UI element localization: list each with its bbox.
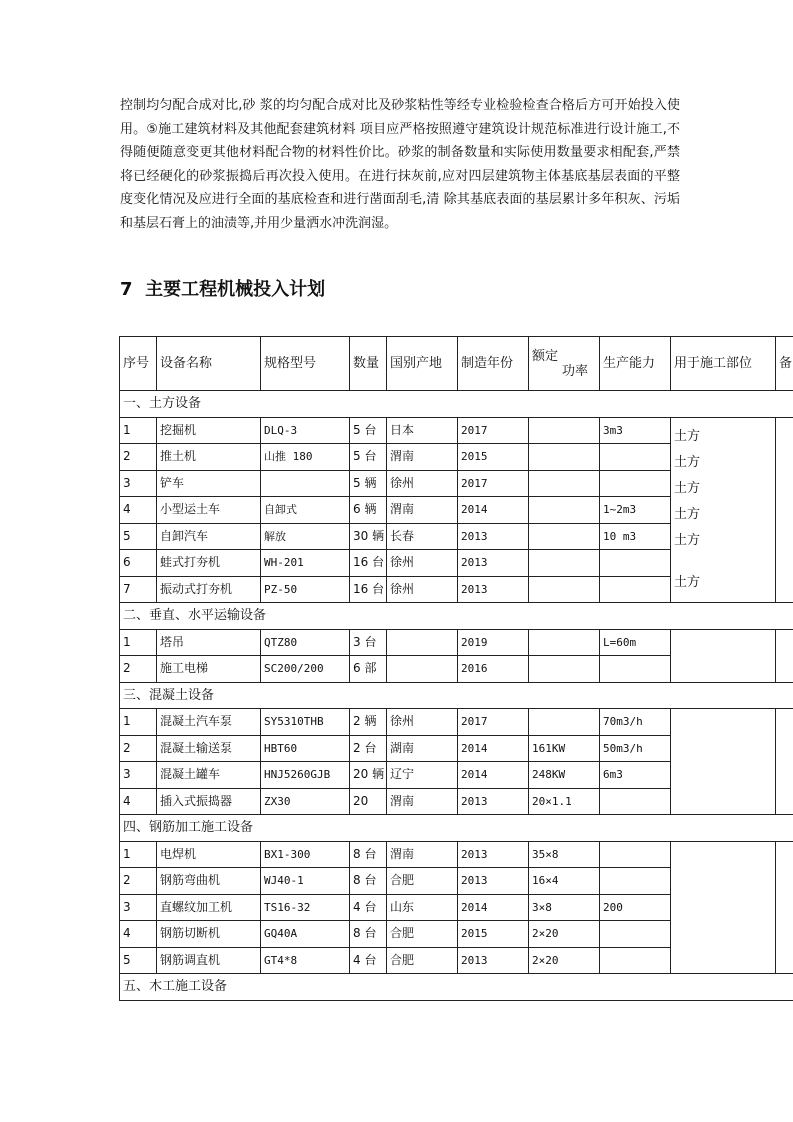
cell-qty: 8 台	[350, 921, 387, 948]
cell-origin	[387, 629, 458, 656]
cell-capacity: 1~2m3	[600, 497, 671, 524]
cell-name: 混凝土罐车	[157, 762, 261, 789]
cell-qty: 5 辆	[350, 470, 387, 497]
cell-no: 2	[120, 735, 157, 762]
group-title: 一、土方设备	[120, 391, 793, 418]
cell-power	[529, 417, 600, 444]
cell-origin: 渭南	[387, 841, 458, 868]
cell-model: BX1-300	[261, 841, 350, 868]
usage-label: 土方	[674, 428, 701, 444]
cell-power: 35×8	[529, 841, 600, 868]
header-cell-qty: 数量	[350, 337, 387, 391]
cell-no: 3	[120, 762, 157, 789]
cell-no: 5	[120, 947, 157, 974]
cell-name: 铲车	[157, 470, 261, 497]
cell-name: 钢筋切断机	[157, 921, 261, 948]
cell-capacity	[600, 550, 671, 577]
cell-year: 2013	[458, 788, 529, 815]
table-row	[120, 629, 793, 656]
cell-qty: 4 台	[350, 947, 387, 974]
cell-name: 钢筋弯曲机	[157, 868, 261, 895]
usage-cell	[671, 629, 776, 682]
cell-capacity	[600, 841, 671, 868]
cell-origin: 渭南	[387, 788, 458, 815]
group-row	[120, 391, 793, 418]
group-title: 五、木工施工设备	[120, 974, 793, 1001]
cell-no: 1	[120, 629, 157, 656]
cell-origin: 徐州	[387, 709, 458, 736]
header-cell-power	[529, 337, 600, 391]
cell-name: 混凝土输送泵	[157, 735, 261, 762]
cell-power	[529, 550, 600, 577]
cell-capacity	[600, 576, 671, 603]
header-cell-usage: 用于施工部位	[671, 337, 776, 391]
cell-no: 1	[120, 709, 157, 736]
cell-power: 2×20	[529, 947, 600, 974]
cell-power	[529, 629, 600, 656]
table-header-row	[120, 337, 793, 391]
header-power-line2: 功率	[561, 363, 588, 379]
header-cell-model: 规格型号	[261, 337, 350, 391]
cell-power	[529, 576, 600, 603]
header-cell-origin: 国别产地	[387, 337, 458, 391]
cell-origin: 山东	[387, 894, 458, 921]
cell-model: GQ40A	[261, 921, 350, 948]
cell-no: 7	[120, 576, 157, 603]
cell-qty: 6 辆	[350, 497, 387, 524]
cell-no: 2	[120, 656, 157, 683]
cell-no: 2	[120, 868, 157, 895]
remark-cell	[776, 841, 793, 974]
group-row	[120, 682, 793, 709]
cell-name: 钢筋调直机	[157, 947, 261, 974]
cell-qty: 5 台	[350, 417, 387, 444]
cell-name: 混凝土汽车泵	[157, 709, 261, 736]
cell-power	[529, 523, 600, 550]
cell-name: 挖掘机	[157, 417, 261, 444]
cell-no: 1	[120, 417, 157, 444]
cell-no: 4	[120, 921, 157, 948]
cell-origin: 徐州	[387, 470, 458, 497]
cell-model: HBT60	[261, 735, 350, 762]
cell-capacity: 70m3/h	[600, 709, 671, 736]
cell-capacity	[600, 470, 671, 497]
cell-name: 蛙式打夯机	[157, 550, 261, 577]
cell-power	[529, 470, 600, 497]
cell-model: 山推 180	[261, 444, 350, 471]
cell-year: 2015	[458, 921, 529, 948]
section-title: 主要工程机械投入计划	[145, 279, 326, 300]
cell-name: 推土机	[157, 444, 261, 471]
cell-year: 2015	[458, 444, 529, 471]
cell-model: 自卸式	[261, 497, 350, 524]
cell-origin: 渭南	[387, 497, 458, 524]
cell-origin: 合肥	[387, 921, 458, 948]
cell-year: 2013	[458, 576, 529, 603]
cell-origin: 徐州	[387, 576, 458, 603]
usage-label: 土方	[674, 454, 701, 470]
cell-qty: 20 辆	[350, 762, 387, 789]
cell-qty: 6 部	[350, 656, 387, 683]
usage-cell	[671, 709, 776, 815]
cell-model: WJ40-1	[261, 868, 350, 895]
cell-year: 2014	[458, 762, 529, 789]
cell-origin: 日本	[387, 417, 458, 444]
usage-cell	[671, 841, 776, 974]
cell-model: SC200/200	[261, 656, 350, 683]
cell-power	[529, 497, 600, 524]
cell-capacity	[600, 947, 671, 974]
usage-label: 土方	[674, 574, 701, 590]
cell-no: 3	[120, 894, 157, 921]
cell-year: 2014	[458, 735, 529, 762]
remark-cell	[776, 709, 793, 815]
usage-label: 土方	[674, 506, 701, 522]
cell-year: 2013	[458, 868, 529, 895]
cell-power: 16×4	[529, 868, 600, 895]
cell-year: 2017	[458, 470, 529, 497]
cell-capacity	[600, 788, 671, 815]
table-row	[120, 709, 793, 736]
cell-power	[529, 444, 600, 471]
cell-model: QTZ80	[261, 629, 350, 656]
cell-name: 直螺纹加工机	[157, 894, 261, 921]
cell-origin: 合肥	[387, 947, 458, 974]
cell-power: 248KW	[529, 762, 600, 789]
cell-qty: 8 台	[350, 841, 387, 868]
header-cell-remark: 备	[776, 337, 793, 391]
equipment-table	[119, 336, 793, 1001]
cell-name: 施工电梯	[157, 656, 261, 683]
cell-model: TS16-32	[261, 894, 350, 921]
cell-qty: 2 台	[350, 735, 387, 762]
cell-name: 小型运土车	[157, 497, 261, 524]
cell-name: 自卸汽车	[157, 523, 261, 550]
cell-model	[261, 470, 350, 497]
cell-year: 2013	[458, 550, 529, 577]
header-cell-no: 序号	[120, 337, 157, 391]
cell-no: 1	[120, 841, 157, 868]
cell-year: 2013	[458, 841, 529, 868]
remark-cell	[776, 629, 793, 682]
cell-model: GT4*8	[261, 947, 350, 974]
remark-cell	[776, 417, 793, 603]
cell-qty: 8 台	[350, 868, 387, 895]
cell-year: 2019	[458, 629, 529, 656]
cell-no: 3	[120, 470, 157, 497]
group-row	[120, 974, 793, 1001]
cell-capacity: 10 m3	[600, 523, 671, 550]
cell-capacity: 200	[600, 894, 671, 921]
cell-origin: 长春	[387, 523, 458, 550]
cell-capacity: 6m3	[600, 762, 671, 789]
cell-no: 4	[120, 497, 157, 524]
group-row	[120, 603, 793, 630]
section-heading	[120, 278, 325, 302]
cell-year: 2017	[458, 709, 529, 736]
cell-year: 2014	[458, 894, 529, 921]
cell-no: 5	[120, 523, 157, 550]
cell-power: 2×20	[529, 921, 600, 948]
cell-no: 4	[120, 788, 157, 815]
cell-model: DLQ-3	[261, 417, 350, 444]
cell-qty: 30 辆	[350, 523, 387, 550]
cell-name: 振动式打夯机	[157, 576, 261, 603]
cell-name: 电焊机	[157, 841, 261, 868]
usage-label: 土方	[674, 532, 701, 548]
header-cell-name: 设备名称	[157, 337, 261, 391]
cell-power: 161KW	[529, 735, 600, 762]
body-paragraph: 控制均匀配合成对比,砂 浆的均匀配合成对比及砂浆粘性等经专业检验检查合格后方可开始投入使用。⑤施工建筑材料及其他配套建筑材料 项目应严格按照遵守建筑设计规范标准进行设计施工,不得随便随意变更其他材料配合物的材料性价比。砂浆的制备数量和实际使用数量要求相配套,严禁将已经硬化的砂浆振捣后再次投入使用。在进行抹灰前,应对四层建筑物主体基底基层表面的平整度变化情况及应进行全面的基底检查和进行凿面刮毛,清 除其基底表面的基层累计多年积灰、污垢和基层石膏上的油渍等,并用少量洒水冲洗润湿。	[120, 98, 680, 231]
group-row	[120, 815, 793, 842]
cell-origin: 辽宁	[387, 762, 458, 789]
group-title: 四、钢筋加工施工设备	[120, 815, 793, 842]
cell-power	[529, 656, 600, 683]
cell-origin: 渭南	[387, 444, 458, 471]
cell-qty: 20	[350, 788, 387, 815]
header-cell-capacity: 生产能力	[600, 337, 671, 391]
cell-qty: 2 辆	[350, 709, 387, 736]
header-cell-year: 制造年份	[458, 337, 529, 391]
cell-qty: 16 台	[350, 550, 387, 577]
cell-capacity: 3m3	[600, 417, 671, 444]
group-title: 三、混凝土设备	[120, 682, 793, 709]
cell-model: HNJ5260GJB	[261, 762, 350, 789]
cell-power: 20×1.1	[529, 788, 600, 815]
cell-year: 2013	[458, 947, 529, 974]
table-row	[120, 417, 793, 444]
cell-capacity	[600, 444, 671, 471]
cell-name: 插入式振捣器	[157, 788, 261, 815]
cell-model: ZX30	[261, 788, 350, 815]
cell-model: 解放	[261, 523, 350, 550]
cell-power	[529, 709, 600, 736]
table-row	[120, 841, 793, 868]
cell-year: 2013	[458, 523, 529, 550]
cell-model: WH-201	[261, 550, 350, 577]
cell-no: 6	[120, 550, 157, 577]
header-power-line1: 额定	[532, 348, 559, 364]
group-title: 二、垂直、水平运输设备	[120, 603, 793, 630]
cell-capacity: 50m3/h	[600, 735, 671, 762]
usage-label: 土方	[674, 480, 701, 496]
cell-qty: 3 台	[350, 629, 387, 656]
cell-origin: 徐州	[387, 550, 458, 577]
cell-power: 3×8	[529, 894, 600, 921]
cell-year: 2014	[458, 497, 529, 524]
cell-capacity	[600, 921, 671, 948]
cell-qty: 5 台	[350, 444, 387, 471]
usage-cell	[671, 417, 776, 603]
cell-year: 2016	[458, 656, 529, 683]
cell-origin: 湖南	[387, 735, 458, 762]
cell-model: PZ-50	[261, 576, 350, 603]
cell-capacity	[600, 868, 671, 895]
cell-origin	[387, 656, 458, 683]
cell-qty: 4 台	[350, 894, 387, 921]
cell-model: SY5310THB	[261, 709, 350, 736]
cell-qty: 16 台	[350, 576, 387, 603]
section-number: 7	[120, 279, 133, 300]
cell-capacity	[600, 656, 671, 683]
cell-capacity: L=60m	[600, 629, 671, 656]
cell-year: 2017	[458, 417, 529, 444]
cell-origin: 合肥	[387, 868, 458, 895]
cell-name: 塔吊	[157, 629, 261, 656]
cell-no: 2	[120, 444, 157, 471]
